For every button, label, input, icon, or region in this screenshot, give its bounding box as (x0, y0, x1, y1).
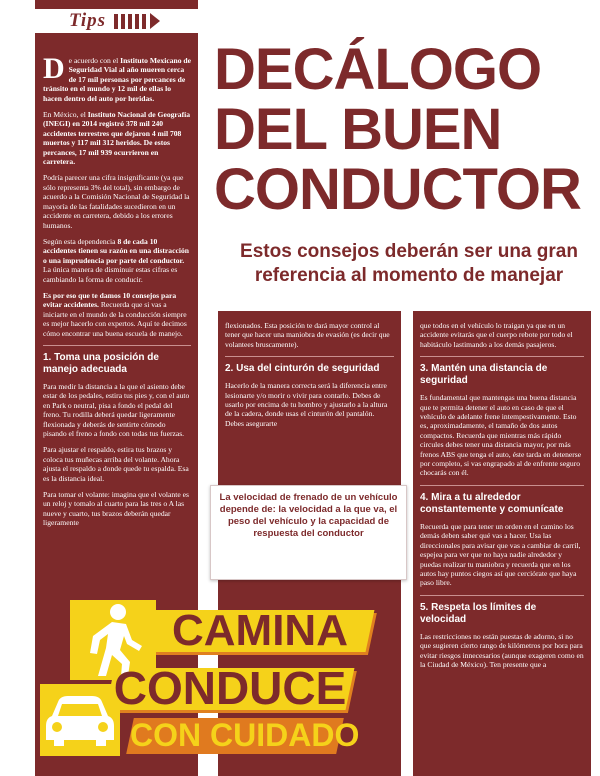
paragraph-look-around: Recuerda que para tener un orden en el camino los demás deben saber qué vas a hacer. Usa las direccionales para avisar que vas a cambiar de carril, espejea para ver que no haya nadie alrededor y puedas realizar tu maniobra y recuerda que en los autos hay puntos ciegos así que cerciórate que haya paso libre. (420, 521, 581, 588)
tip-heading-4: 4. Mira a tu alrededor constantemente y comunícate (420, 491, 564, 515)
banner-text-conduce: CONDUCE (113, 662, 347, 714)
paragraph-continued: flexionados. Esta posición te dará mayor control al tener que hacer una maniobra de evasión (es decir que volantees bruscamente). (225, 321, 390, 349)
tip-heading-3: 3. Mantén una distancia de seguridad (420, 363, 548, 387)
car-icon (40, 684, 120, 756)
paragraph-speed-limits: Las restricciones no están puestas de adorno, si no que sugieren cierto rango de kilómetros por hora para evitar riesgos innecesarios (aunque exageren como en la Ciudad de México). Ten presente que a (420, 631, 584, 669)
paragraph-tips-intro: Es por eso que te damos 10 consejos para evitar accidentes. Recuerda que si vas a iniciarte en el mundo de la conducción siempre es mejor hacerlo con expertos. Aquí te decimos cómo encontrar una buena escuela de manejo. (43, 290, 187, 338)
paragraph-causes: Según esta dependencia 8 de cada 10 accidentes tienen su razón en una distracción o una imprudencia por parte del conductor. La única manera de disminuir estas cifras es cambiando la forma de conducir. (43, 236, 189, 284)
divider (43, 345, 191, 346)
braking-callout: La velocidad de frenado de un vehículo depende de: la velocidad a la que va, el peso del vehículo y la capacidad de respuesta del conductor (210, 485, 407, 580)
divider (420, 485, 584, 486)
right-column (413, 311, 591, 776)
intro-paragraph: De acuerdo con el Instituto Mexicano de Seguridad Vial al año mueren cerca de 17 mil personas por percances de tránsito en el mundo y 12 mil de ellas lo hacen dentro del auto por heridas. (43, 52, 191, 103)
arrow-right-icon (150, 13, 160, 29)
title-line-3: CONDUCTOR (214, 157, 581, 222)
tip-heading-2: 2. Usa del cinturón de seguridad (225, 363, 380, 375)
paragraph-seat-distance: Para medir la distancia a la que el asiento debe estar de los pedales, estira tus pies y, con el auto en Park o neutral, pisa a fondo el pedal del freno. Tu rodilla deberá quedar ligeramente flexionada y deberás de sentirte cómodo pisando el freno a fondo con todas tus fuerzas. (43, 381, 190, 438)
paragraph-inegi: En México, el Instituto Nacional de Geografía (INEGI) en 2014 registró 378 mil 240 accidentes terrestres que dejaron 4 mil 708 muertos y 117 mil 312 heridos. De estos percances, 17 mil 939 ocurrieron en carretera. (43, 110, 191, 167)
tips-header (35, 9, 198, 33)
banner-text-cuidado: CON CUIDADO (130, 717, 360, 753)
paragraph-safe-distance: Es fundamental que mantengas una buena distancia que te permita detener el auto en caso de que el vehículo de adelante frene intempestivamente. Esto es, aproximadamente, el tamaño de dos autos compactos. Recuerda que mientras más rápido circules debes tener una distancia mayor, por más frenos ABS que tenga el auto, éste tarda en detenerse por completo, si vas engrapado al de enfrente seguro chocarás con él. (420, 393, 582, 478)
paragraph-statistics: Podría parecer una cifra insignificante (ya que sólo representa 3% del total), sin embargo de acuerdo a la Comisión Nacional de Seguridad la mayoría de las fatalidades sucedieron en un accidente en carretera, debido a los errores humanos. (43, 173, 190, 230)
safety-banner (40, 580, 370, 776)
tips-bars-decoration (114, 14, 146, 29)
banner-text-camina: CAMINA (172, 606, 348, 655)
paragraph-backrest: Para ajustar el respaldo, estira tus brazos y coloca tus muñecas arriba del volante. Ahora ajusta el respaldo a donde quede tu espalda. Esa es la distancia ideal. (43, 445, 189, 483)
tip-heading-5: 5. Respeta los límites de velocidad (420, 601, 537, 625)
tips-label: Tips (69, 10, 107, 31)
title-line-2: DEL BUEN (214, 97, 502, 162)
paragraph-seatbelt: Hacerlo de la manera correcta será la diferencia entre lesionarte y/o morir o vivir para contarlo. Debes de usarlo por encima de tu hombro y ajustarlo a la altura de la cadera, donde usas el cinturón del pantalón. Debes asegurarte (225, 381, 388, 428)
paragraph-continued: que todos en el vehículo lo traigan ya que en un accidente evitarás que el cuerpo rebote por todo el habitáculo lastimando a los demás pasajeros. (420, 321, 573, 349)
tip-heading-1: 1. Toma una posición de manejo adecuada (43, 351, 159, 375)
drop-cap: D (43, 52, 65, 85)
divider (225, 356, 394, 357)
divider (420, 595, 584, 596)
car-sign (40, 684, 120, 756)
paragraph-steering-wheel: Para tomar el volante: imagina que el volante es un reloj y tomalo al cuarto para las tres o A las nueve y cuarto, tus brazos deberán quedar ligeramente (43, 490, 189, 528)
divider (420, 356, 584, 357)
page-subtitle: Estos consejos deberán ser una gran referencia al momento de manejar (240, 241, 578, 286)
title-line-1: DECÁLOGO (214, 37, 542, 102)
page-title (214, 37, 594, 222)
